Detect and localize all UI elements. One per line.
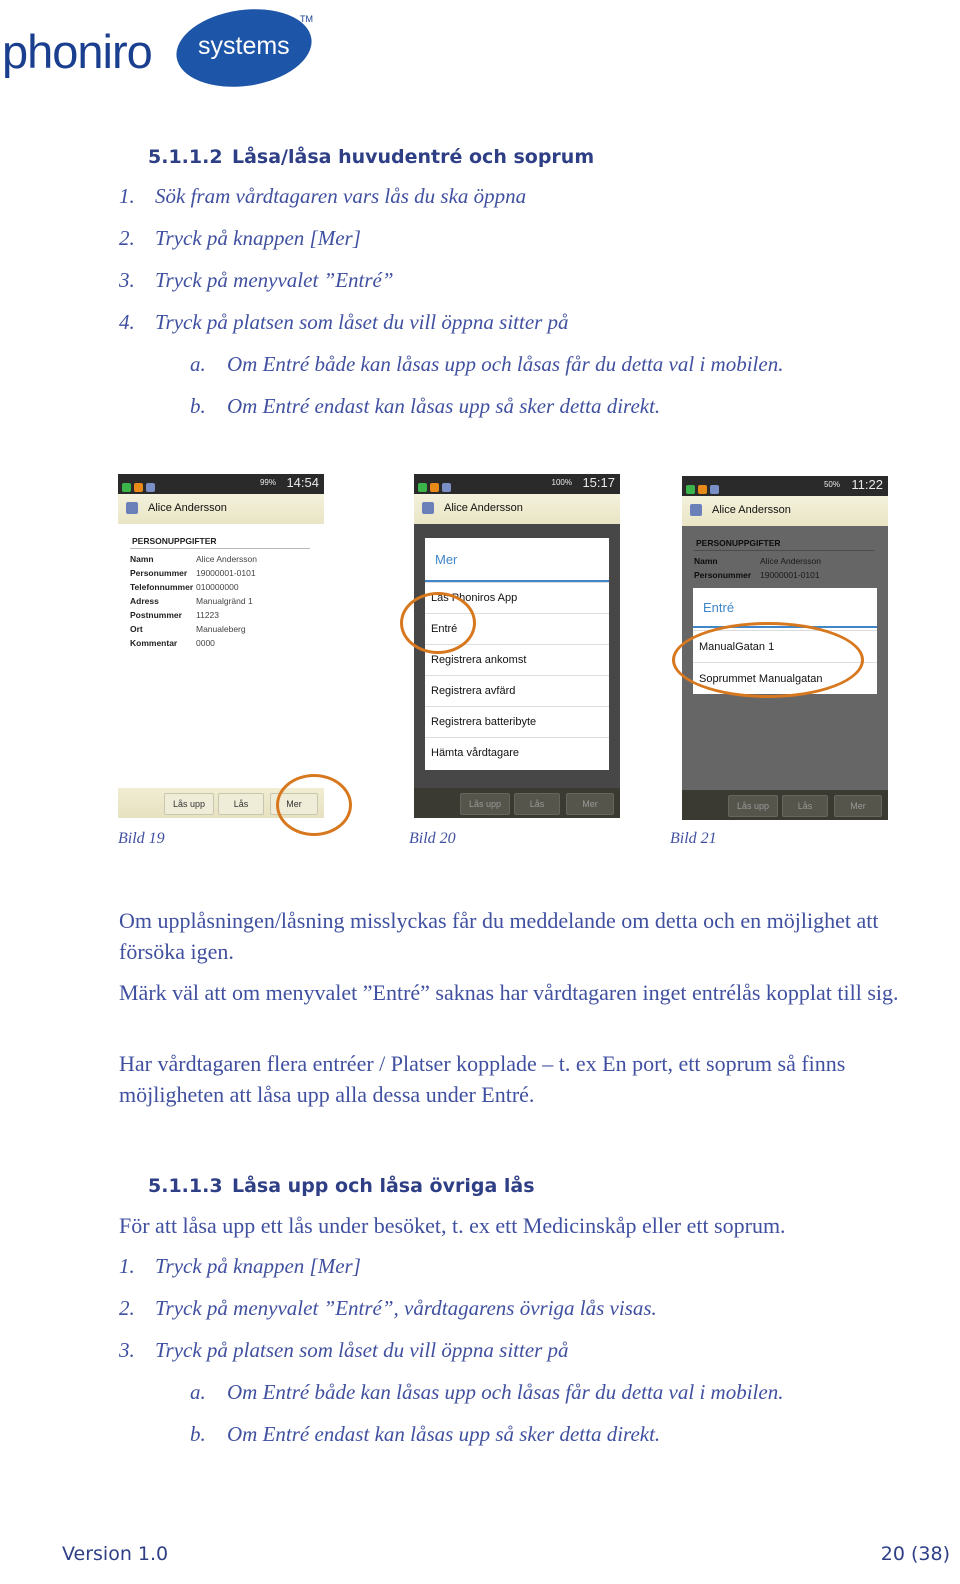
status-clock: 14:54 [286, 475, 319, 490]
phoniro-logo [0, 4, 330, 88]
list-text: Tryck på menyvalet ”Entré” [155, 268, 394, 292]
highlight-ring-entries [672, 622, 864, 698]
section-title: Låsa/låsa huvudentré och soprum [232, 146, 595, 168]
list-text: Om Entré endast kan låsas upp så sker detta direkt. [227, 1422, 661, 1446]
bottom-bar [414, 788, 620, 818]
more-button[interactable]: Mer [566, 793, 614, 815]
list-text: Tryck på knappen [Mer] [155, 226, 361, 250]
list-marker: b. [190, 394, 206, 418]
lock-button[interactable]: Lås [218, 793, 264, 815]
menu-item-fetch-client[interactable]: Hämta vårdtagare [425, 737, 609, 768]
list-text: Tryck på platsen som låset du vill öppna sitter på [155, 310, 569, 334]
dialog-title: Mer [435, 552, 458, 567]
list-marker: 3. [119, 1338, 135, 1362]
dialog-title: Entré [703, 600, 735, 615]
list-marker: 3. [119, 268, 135, 292]
menu-item-register-arrival[interactable]: Registrera ankomst [425, 644, 609, 675]
battery-percent: 50% [823, 480, 840, 489]
section-heading-5-1-1-2 [148, 146, 594, 168]
logo-word: phoniro [2, 25, 152, 78]
list-marker: 1. [119, 184, 135, 208]
menu-item-register-battery[interactable]: Registrera batteribyte [425, 706, 609, 737]
lock-icon [690, 504, 702, 516]
lock-button[interactable]: Lås [782, 795, 828, 817]
lock-button[interactable]: Lås [514, 793, 560, 815]
footer-version: Version 1.0 [62, 1543, 169, 1565]
list-marker: 4. [119, 310, 135, 334]
app-titlebar [414, 494, 620, 524]
logo-systems: systems [198, 32, 290, 60]
list-marker: 2. [119, 1296, 135, 1320]
paragraph-multiple-entries: Har vårdtagaren flera entréer / Platser kopplade – t. ex En port, ett soprum så finns möjligheten att låsa upp alla dessa under Entré. [119, 1051, 846, 1107]
highlight-ring-mer [276, 774, 352, 836]
unlock-button[interactable]: Lås upp [164, 793, 214, 815]
list-text: Tryck på platsen som låset du vill öppna sitter på [155, 1338, 569, 1362]
app-titlebar [682, 496, 888, 526]
list-text: Tryck på menyvalet ”Entré”, vårdtagarens övriga lås visas. [155, 1296, 657, 1320]
client-name: Alice Andersson [148, 502, 227, 514]
list-text: Sök fram vårdtagaren vars lås du ska öppna [155, 184, 527, 208]
battery-percent: 99% [259, 478, 276, 487]
unlock-button[interactable]: Lås upp [728, 795, 778, 817]
entry-item-manualgatan[interactable]: ManualGatan 1 [693, 630, 877, 662]
list-text: Tryck på knappen [Mer] [155, 1254, 361, 1278]
entry-item-soprummet[interactable]: Soprummet Manualgatan [693, 662, 877, 694]
status-bar [682, 476, 888, 496]
highlight-ring-entre [400, 592, 476, 654]
unlock-button[interactable]: Lås upp [460, 793, 510, 815]
status-clock: 15:17 [582, 475, 615, 490]
menu-item-read-app[interactable]: Läs Phoniros App [425, 582, 609, 613]
lock-icon [126, 502, 138, 514]
list-text: Om Entré endast kan låsas upp så sker detta direkt. [227, 394, 661, 418]
menu-item-entre[interactable]: Entré [425, 613, 609, 644]
more-menu-dialog [425, 538, 609, 770]
section-heading-5-1-1-3 [148, 1175, 535, 1197]
section-number: 5.1.1.3 [148, 1175, 223, 1197]
section-label: PERSONUPPGIFTER [132, 536, 217, 546]
list-marker: b. [190, 1422, 206, 1446]
logo-trademark: TM [300, 14, 313, 24]
list-marker: a. [190, 352, 206, 376]
caption-bild-21: Bild 21 [670, 830, 717, 847]
section2-intro: För att låsa upp ett lås under besöket, t. ex ett Medicinskåp eller ett soprum. [119, 1213, 786, 1238]
section-title: Låsa upp och låsa övriga lås [232, 1175, 535, 1197]
battery-percent: 100% [551, 478, 572, 487]
section-number: 5.1.1.2 [148, 146, 223, 168]
list-marker: 1. [119, 1254, 135, 1278]
footer-page-number: 20 (38) [880, 1543, 950, 1565]
list-text: Om Entré både kan låsas upp och låsas får du detta val i mobilen. [227, 352, 784, 376]
app-titlebar [118, 494, 324, 524]
paragraph-failure: Om upplåsningen/låsning misslyckas får du meddelande om detta och en möjlighet att försöka igen. [119, 908, 879, 964]
client-name: Alice Andersson [712, 504, 791, 516]
status-clock: 11:22 [851, 477, 883, 492]
client-name: Alice Andersson [444, 502, 523, 514]
more-button[interactable]: Mer [270, 793, 318, 815]
more-button[interactable]: Mer [834, 795, 882, 817]
list-marker: 2. [119, 226, 135, 250]
status-bar [414, 474, 620, 494]
caption-bild-19: Bild 19 [118, 830, 165, 847]
bottom-bar [682, 790, 888, 820]
paragraph-no-entre: Märk väl att om menyvalet ”Entré” saknas har vårdtagaren inget entrélås kopplat till sig. [119, 980, 899, 1005]
list-text: Om Entré både kan låsas upp och låsas får du detta val i mobilen. [227, 1380, 784, 1404]
caption-bild-20: Bild 20 [409, 830, 456, 847]
lock-icon [422, 502, 434, 514]
phone-screenshot-bild-19: 99% 14:54 Alice Andersson PERSONUPPGIFTER Namn Alice Andersson Personummer 19000001-0101 Telefonnummer 010000000 Adress Manualgränd 1 Postnummer 11223 Ort Manualeberg Kommentar 0000 Lås upp Lås Mer [118, 474, 324, 818]
menu-item-register-departure[interactable]: Registrera avfärd [425, 675, 609, 706]
status-bar [118, 474, 324, 494]
list-marker: a. [190, 1380, 206, 1404]
